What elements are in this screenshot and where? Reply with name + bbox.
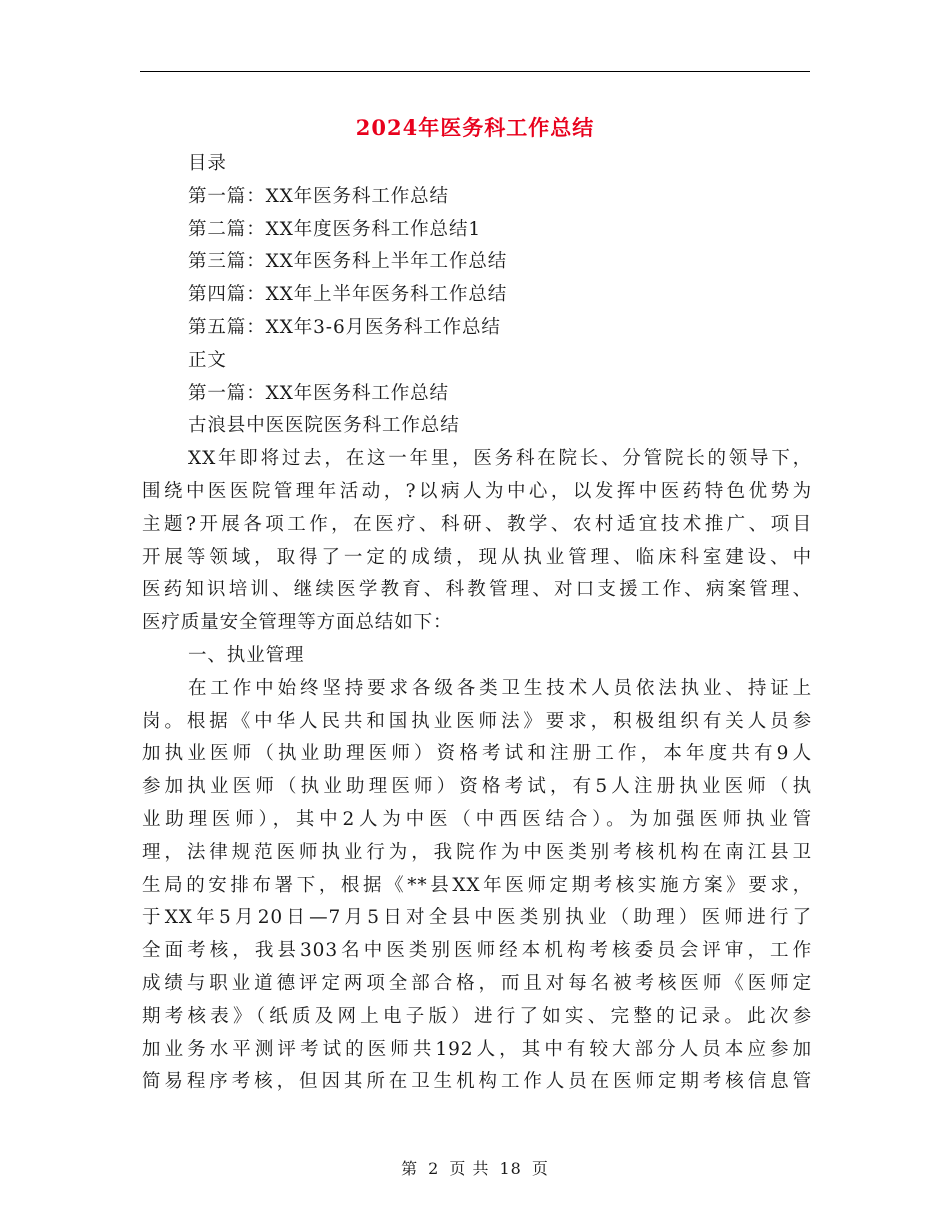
document-title: 2024年医务科工作总结 (355, 115, 595, 140)
paragraph-line: 理，法律规范医师执业行为，我院作为中医类别考核机构在南江县卫 (142, 841, 812, 863)
toc-heading: 目录 (188, 153, 227, 174)
paragraph-line: 加业务水平测评考试的医师共192人，其中有较大部分人员本应参加 (142, 1038, 812, 1060)
paragraph-line: XX年即将过去，在这一年里，医务科在院长、分管院长的领导下， (188, 448, 812, 470)
page-footer (0, 1156, 950, 1179)
paragraph-line: 医疗质量安全管理等方面总结如下： (142, 612, 453, 634)
paragraph-line: 开展等领域，取得了一定的成绩，现从执业管理、临床科室建设、中 (142, 546, 812, 568)
toc-item: 第一篇：XX年医务科工作总结 (188, 185, 449, 207)
document-body (142, 148, 812, 1099)
section-subtitle: 古浪县中医医院医务科工作总结 (188, 415, 460, 437)
toc-item: 第五篇：XX年3-6月医务科工作总结 (188, 316, 501, 338)
paragraph-line: 期考核表》（纸质及网上电子版）进行了如实、完整的记录。此次参 (142, 1005, 812, 1027)
paragraph-line: 生局的安排布署下，根据《**县XX年医师定期考核实施方案》要求， (142, 874, 812, 896)
page-total: 18 (499, 1159, 522, 1178)
paragraph-line: 参加执业医师（执业助理医师）资格考试，有5人注册执业医师（执 (142, 776, 812, 798)
paragraph-line: 医药知识培训、继续医学教育、科教管理、对口支援工作、病案管理、 (142, 579, 812, 601)
header-rule (140, 71, 810, 72)
practice-management-paragraph (142, 673, 812, 1099)
paragraph-line: 主题?开展各项工作，在医疗、科研、教学、农村适宜技术推广、项目 (142, 513, 812, 535)
intro-paragraph (142, 443, 812, 640)
paragraph-line: 在工作中始终坚持要求各级各类卫生技术人员依法执业、持证上 (188, 677, 812, 699)
page-suffix: 页 (531, 1159, 549, 1178)
paragraph-line: 简易程序考核，但因其所在卫生机构工作人员在医师定期考核信息管 (142, 1071, 812, 1093)
paragraph-line: 于XX年5月20日—7月5日对全县中医类别执业（助理）医师进行了 (142, 907, 812, 929)
page-number: 2 (428, 1159, 440, 1178)
toc-item: 第四篇：XX年上半年医务科工作总结 (188, 284, 508, 306)
paragraph-line: 加执业医师（执业助理医师）资格考试和注册工作，本年度共有9人 (142, 743, 812, 765)
page-mid: 页 共 (449, 1159, 490, 1178)
paragraph-line: 成绩与职业道德评定两项全部合格，而且对每名被考核医师《医师定 (142, 972, 812, 994)
paragraph-line: 岗。根据《中华人民共和国执业医师法》要求，积极组织有关人员参 (142, 710, 812, 732)
section-heading: 一、执业管理 (188, 644, 305, 666)
toc-item: 第三篇：XX年医务科上半年工作总结 (188, 251, 508, 273)
body-heading: 正文 (188, 349, 227, 371)
paragraph-line: 全面考核，我县303名中医类别医师经本机构考核委员会评审，工作 (142, 940, 812, 962)
paragraph-line: 业助理医师），其中2人为中医（中西医结合）。为加强医师执业管 (142, 808, 812, 830)
toc-item: 第二篇：XX年度医务科工作总结1 (188, 218, 482, 240)
paragraph-line: 围绕中医医院管理年活动，?以病人为中心，以发挥中医药特色优势为 (142, 480, 812, 502)
section-title: 第一篇：XX年医务科工作总结 (188, 382, 449, 404)
page-prefix: 第 (401, 1159, 419, 1178)
